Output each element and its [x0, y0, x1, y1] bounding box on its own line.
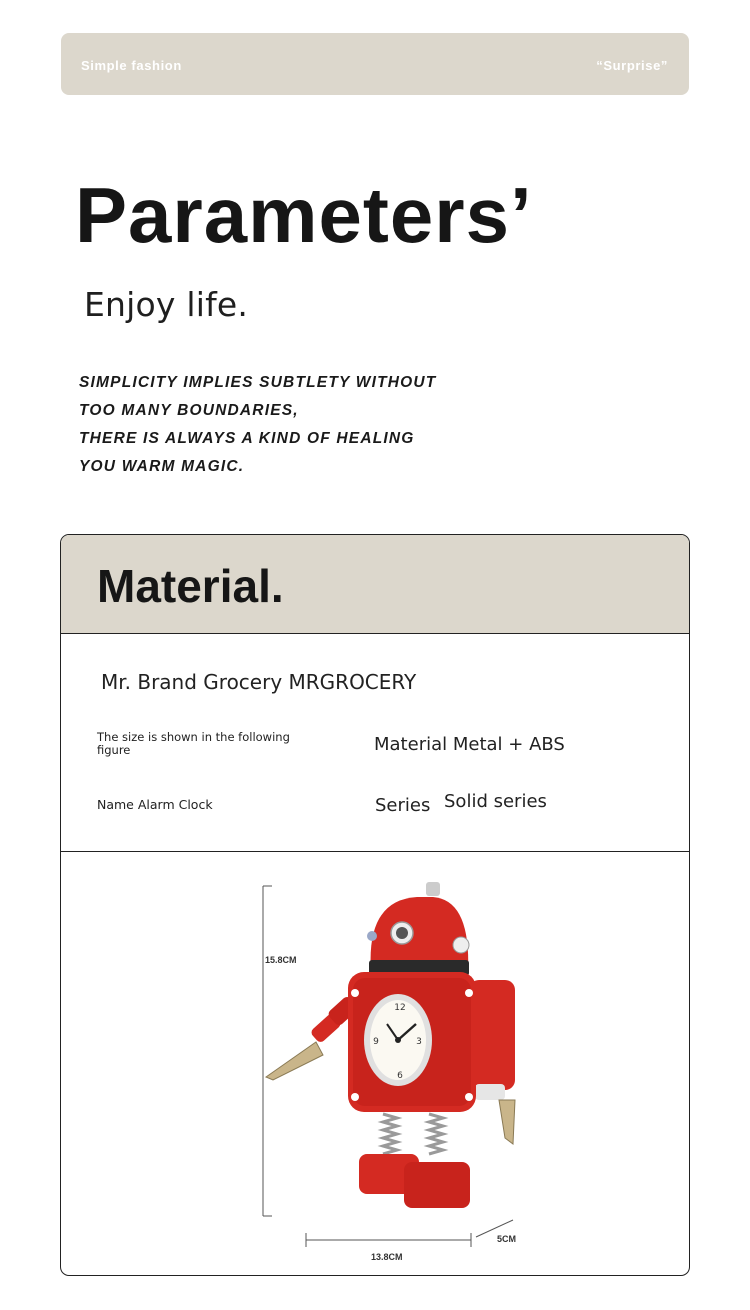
svg-text:12: 12	[394, 1003, 406, 1013]
width-dimension-label: 13.8CM	[371, 1252, 403, 1262]
svg-text:3: 3	[416, 1037, 422, 1047]
banner-left-text: Simple fashion	[81, 58, 182, 73]
robot-body	[348, 972, 476, 1112]
left-arm	[266, 995, 359, 1080]
depth-dimension-label: 5CM	[497, 1234, 517, 1244]
slogan-line: YOU WARM MAGIC.	[79, 458, 245, 475]
material-heading: Material.	[97, 560, 284, 612]
banner-right-text: “Surprise”	[596, 58, 668, 73]
product-image-area	[61, 852, 689, 1276]
material-header	[61, 535, 689, 634]
slogan-line: THERE IS ALWAYS A KIND OF HEALING	[79, 430, 415, 447]
spec-area	[61, 634, 689, 852]
material-card	[60, 534, 690, 1276]
springs	[383, 1114, 443, 1154]
robot-head	[367, 882, 469, 976]
subtitle: Enjoy life.	[84, 285, 249, 324]
svg-text:6: 6	[397, 1071, 403, 1081]
robot-clock-illustration	[61, 852, 690, 1276]
slogan	[79, 369, 579, 481]
robot-feet	[359, 1154, 470, 1208]
page-title: Parameters’	[75, 171, 533, 259]
height-dimension-label: 15.8CM	[265, 955, 297, 965]
size-note: The size is shown in the following figure	[97, 730, 290, 757]
series-label: Series	[375, 795, 431, 816]
material-value: Material Metal + ABS	[374, 734, 565, 755]
name-value: Name Alarm Clock	[97, 797, 213, 812]
brand-text: Mr. Brand Grocery MRGROCERY	[101, 670, 417, 694]
top-banner	[61, 33, 689, 95]
slogan-line: TOO MANY BOUNDARIES,	[79, 402, 299, 419]
series-value: Solid series	[444, 791, 547, 812]
svg-text:9: 9	[373, 1037, 379, 1047]
slogan-line: SIMPLICITY IMPLIES SUBTLETY WITHOUT	[79, 374, 437, 391]
